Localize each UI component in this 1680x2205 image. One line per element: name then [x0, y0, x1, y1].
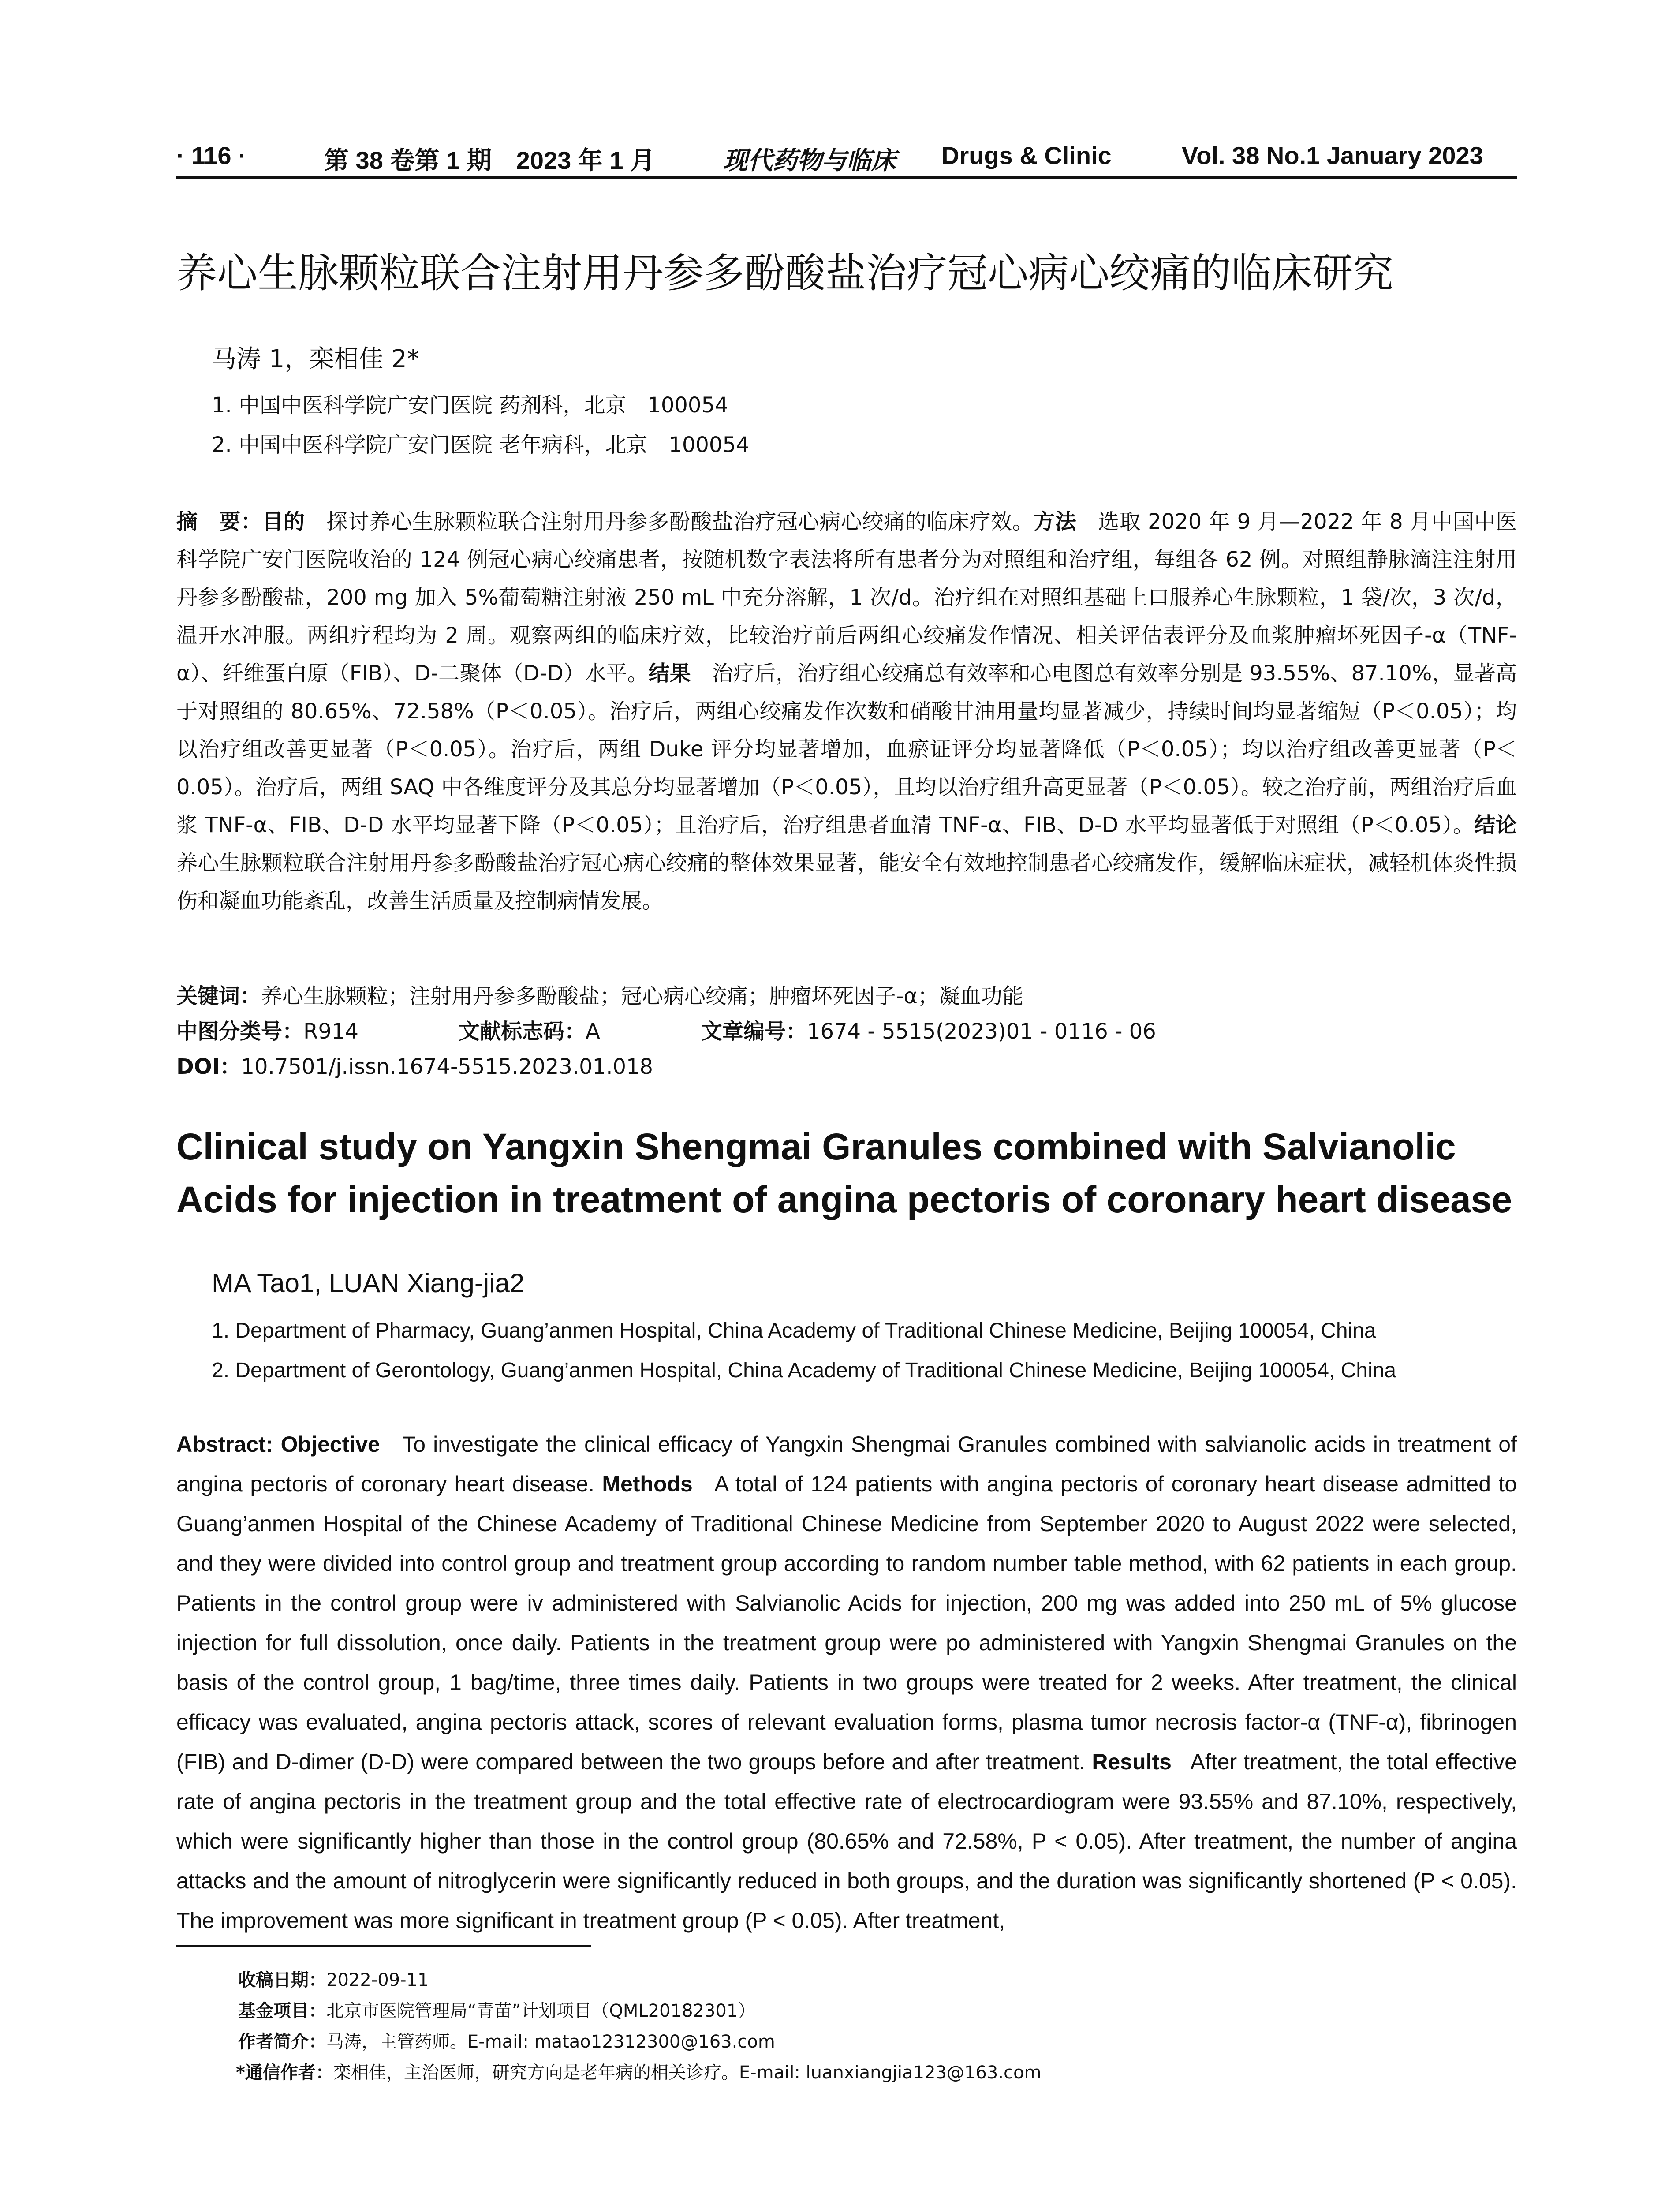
article-number-label: 文章编号：	[701, 1019, 807, 1044]
issue-cn: 第 38 卷第 1 期 2023 年 1 月	[324, 146, 655, 174]
footnote-received-text: 2022-09-11	[326, 1970, 429, 1990]
abstract-en	[176, 1424, 1517, 1940]
methods-text-cn: 选取 2020 年 9 月—2022 年 8 月中国中医科学院广安门医院收治的 124 例冠心病心绞痛患者，按随机数字表法将所有患者分为对照组和治疗组，每组各 62 例。对照组静脉滴注注射用丹参多酚酸盐，200 mg 加入 5%葡萄糖注射液 250 mL 中充分溶解，1 次/d。治疗组在对照组基础上口服养心生脉颗粒，1 袋/次，3 次/d，温开水冲服。两组疗程均为 2 周。观察两组的临床疗效，比较治疗前后两组心绞痛发作情况、相关评估表评分及血浆肿瘤坏死因子-α（TNF-α）、纤维蛋白原（FIB）、D-二聚体（D-D）水平。	[176, 509, 1517, 686]
document-code	[459, 1014, 600, 1045]
affiliation-cn-1: 1. 中国中医科学院广安门医院 药剂科，北京 100054	[212, 393, 728, 418]
footnote-author-bio-text: 马涛，主管药师。E-mail: matao12312300@163.com	[326, 2032, 775, 2052]
methods-text-en: A total of 124 patients with angina pectoris of coronary heart disease admitted to Guang’anmen Hospital of the Chinese Academy of Traditional Chinese Medicine from September 2020 to August 2022 were selected, and they were divided into control group and treatment group according to random number table method, with 62 patients in each group. Patients in the control group were iv administered with Salvianolic Acids for injection, 200 mg was added into 250 mL of 5% glucose injection for full dissolution, once daily. Patients in the treatment group were po administered with Yangxin Shengmai Granules on the basis of the control group, 1 bag/time, three times daily. Patients in two groups were treated for 2 weeks. After treatment, the clinical efficacy was evaluated, angina pectoris attack, scores of relevant evaluation forms, plasma tumor necrosis factor-α (TNF-α), fibrinogen (FIB) and D-dimer (D-D) were compared between the two groups before and after treatment.	[176, 1472, 1517, 1774]
footnote-corresponding	[236, 2059, 1041, 2084]
affiliation-en-1: 1. Department of Pharmacy, Guang’anmen Hospital, China Academy of Traditional Chinese Medicine, Beijing 100054, China	[212, 1319, 1376, 1342]
authors-en: MA Tao1, LUAN Xiang-jia2	[212, 1268, 525, 1298]
results-text-en: After treatment, the total effective rate of angina pectoris in the treatment group and the total effective rate of electrocardiogram were 93.55% and 87.10%, respectively, which were significantly higher than those in the control group (80.65% and 72.58%, P < 0.05). After treatment, the number of angina attacks and the amount of nitroglycerin were significantly reduced in both groups, and the duration was significantly shortened (P < 0.05). The improvement was more significant in treatment group (P < 0.05). After treatment,	[176, 1749, 1517, 1933]
keywords-label: 关键词：	[176, 984, 261, 1009]
affiliation-en-2: 2. Department of Gerontology, Guang’anmen Hospital, China Academy of Traditional Chinese Medicine, Beijing 100054, China	[212, 1359, 1396, 1382]
authors-cn: 马涛 1，栾相佳 2*	[212, 345, 419, 374]
methods-label-cn: 方法	[1034, 509, 1077, 534]
journal-name-cn: 现代药物与临床	[723, 146, 896, 175]
doi	[176, 1050, 653, 1080]
article-title-cn: 养心生脉颗粒联合注射用丹参多酚酸盐治疗冠心病心绞痛的临床研究	[176, 250, 1394, 297]
footnote-author-bio-label: 作者简介：	[238, 2032, 326, 2052]
clc-value: R914	[303, 1019, 358, 1044]
objective-label-cn: 目的	[262, 509, 305, 534]
objective-text-cn: 探讨养心生脉颗粒联合注射用丹参多酚酸盐治疗冠心病心绞痛的临床疗效。	[326, 509, 1034, 534]
conclusion-text-cn: 养心生脉颗粒联合注射用丹参多酚酸盐治疗冠心病心绞痛的整体效果显著，能安全有效地控制患者心绞痛发作，缓解临床症状，减轻机体炎性损伤和凝血功能紊乱，改善生活质量及控制病情发展。	[176, 851, 1517, 913]
affiliation-cn-2: 2. 中国中医科学院广安门医院 老年病科，北京 100054	[212, 433, 750, 457]
abstract-cn	[176, 503, 1517, 920]
results-text-cn: 治疗后，治疗组心绞痛总有效率和心电图总有效率分别是 93.55%、87.10%，显著高于对照组的 80.65%、72.58%（P＜0.05）。治疗后，两组心绞痛发作次数和硝酸甘油用量均显著减少，持续时间均显著缩短（P＜0.05）；均以治疗组改善更显著（P＜0.05）。治疗后，两组 Duke 评分均显著增加，血瘀证评分均显著降低（P＜0.05）；均以治疗组改善更显著（P＜0.05）。治疗后，两组 SAQ 中各维度评分及其总分均显著增加（P＜0.05），且均以治疗组升高更显著（P＜0.05）。较之治疗前，两组治疗后血浆 TNF-α、FIB、D-D 水平均显著下降（P＜0.05）；且治疗后，治疗组患者血清 TNF-α、FIB、D-D 水平均显著低于对照组（P＜0.05）。	[176, 661, 1517, 837]
footnote-corresponding-text: 栾相佳，主治医师，研究方向是老年病的相关诊疗。E-mail: luanxiangjia123@163.com	[333, 2063, 1042, 2083]
journal-name-en: Drugs & Clinic	[941, 142, 1112, 169]
objective-text-en: To investigate the clinical efficacy of Yangxin Shengmai Granules combined with salvianolic acids in treatment of angina pectoris of coronary heart disease.	[176, 1432, 1517, 1496]
clc-number	[176, 1014, 358, 1045]
footnote-funding	[238, 1997, 755, 2022]
header-rule	[176, 176, 1517, 179]
doi-value[interactable]: 10.7501/j.issn.1674-5515.2023.01.018	[241, 1054, 653, 1079]
clc-label: 中图分类号：	[176, 1019, 304, 1044]
footnote-rule	[176, 1945, 591, 1947]
results-label-cn: 结果	[648, 661, 691, 686]
article-title-en: Clinical study on Yangxin Shengmai Granules combined with Salvianolic Acids for injection in treatment of angina pectoris of coronary heart disease	[176, 1126, 1512, 1220]
document-code-value: A	[586, 1019, 600, 1044]
methods-label-en: Methods	[602, 1472, 693, 1496]
article-number-value: 1674 - 5515(2023)01 - 0116 - 06	[807, 1019, 1156, 1044]
footnote-author-bio	[238, 2028, 775, 2053]
objective-label-en: Objective	[280, 1432, 380, 1457]
abstract-label-cn: 摘 要：	[176, 509, 262, 534]
document-code-label: 文献标志码：	[459, 1019, 586, 1044]
abstract-label-en: Abstract:	[176, 1432, 273, 1457]
footnote-funding-label: 基金项目：	[238, 2001, 326, 2021]
doi-label: DOI：	[176, 1054, 241, 1079]
page-number: · 116 ·	[176, 142, 246, 169]
issue-en: Vol. 38 No.1 January 2023	[1182, 142, 1483, 169]
footnote-corresponding-label: *通信作者：	[236, 2063, 333, 2083]
keywords-text: 养心生脉颗粒；注射用丹参多酚酸盐；冠心病心绞痛；肿瘤坏死因子-α；凝血功能	[261, 984, 1023, 1009]
keywords-cn	[176, 979, 1023, 1009]
results-label-en: Results	[1092, 1749, 1172, 1774]
footnote-received	[238, 1966, 429, 1991]
article-number	[701, 1014, 1156, 1045]
footnote-funding-text: 北京市医院管理局“青苗”计划项目（QML20182301）	[326, 2001, 756, 2021]
conclusion-label-cn: 结论	[1474, 813, 1517, 837]
footnote-received-label: 收稿日期：	[238, 1970, 326, 1990]
